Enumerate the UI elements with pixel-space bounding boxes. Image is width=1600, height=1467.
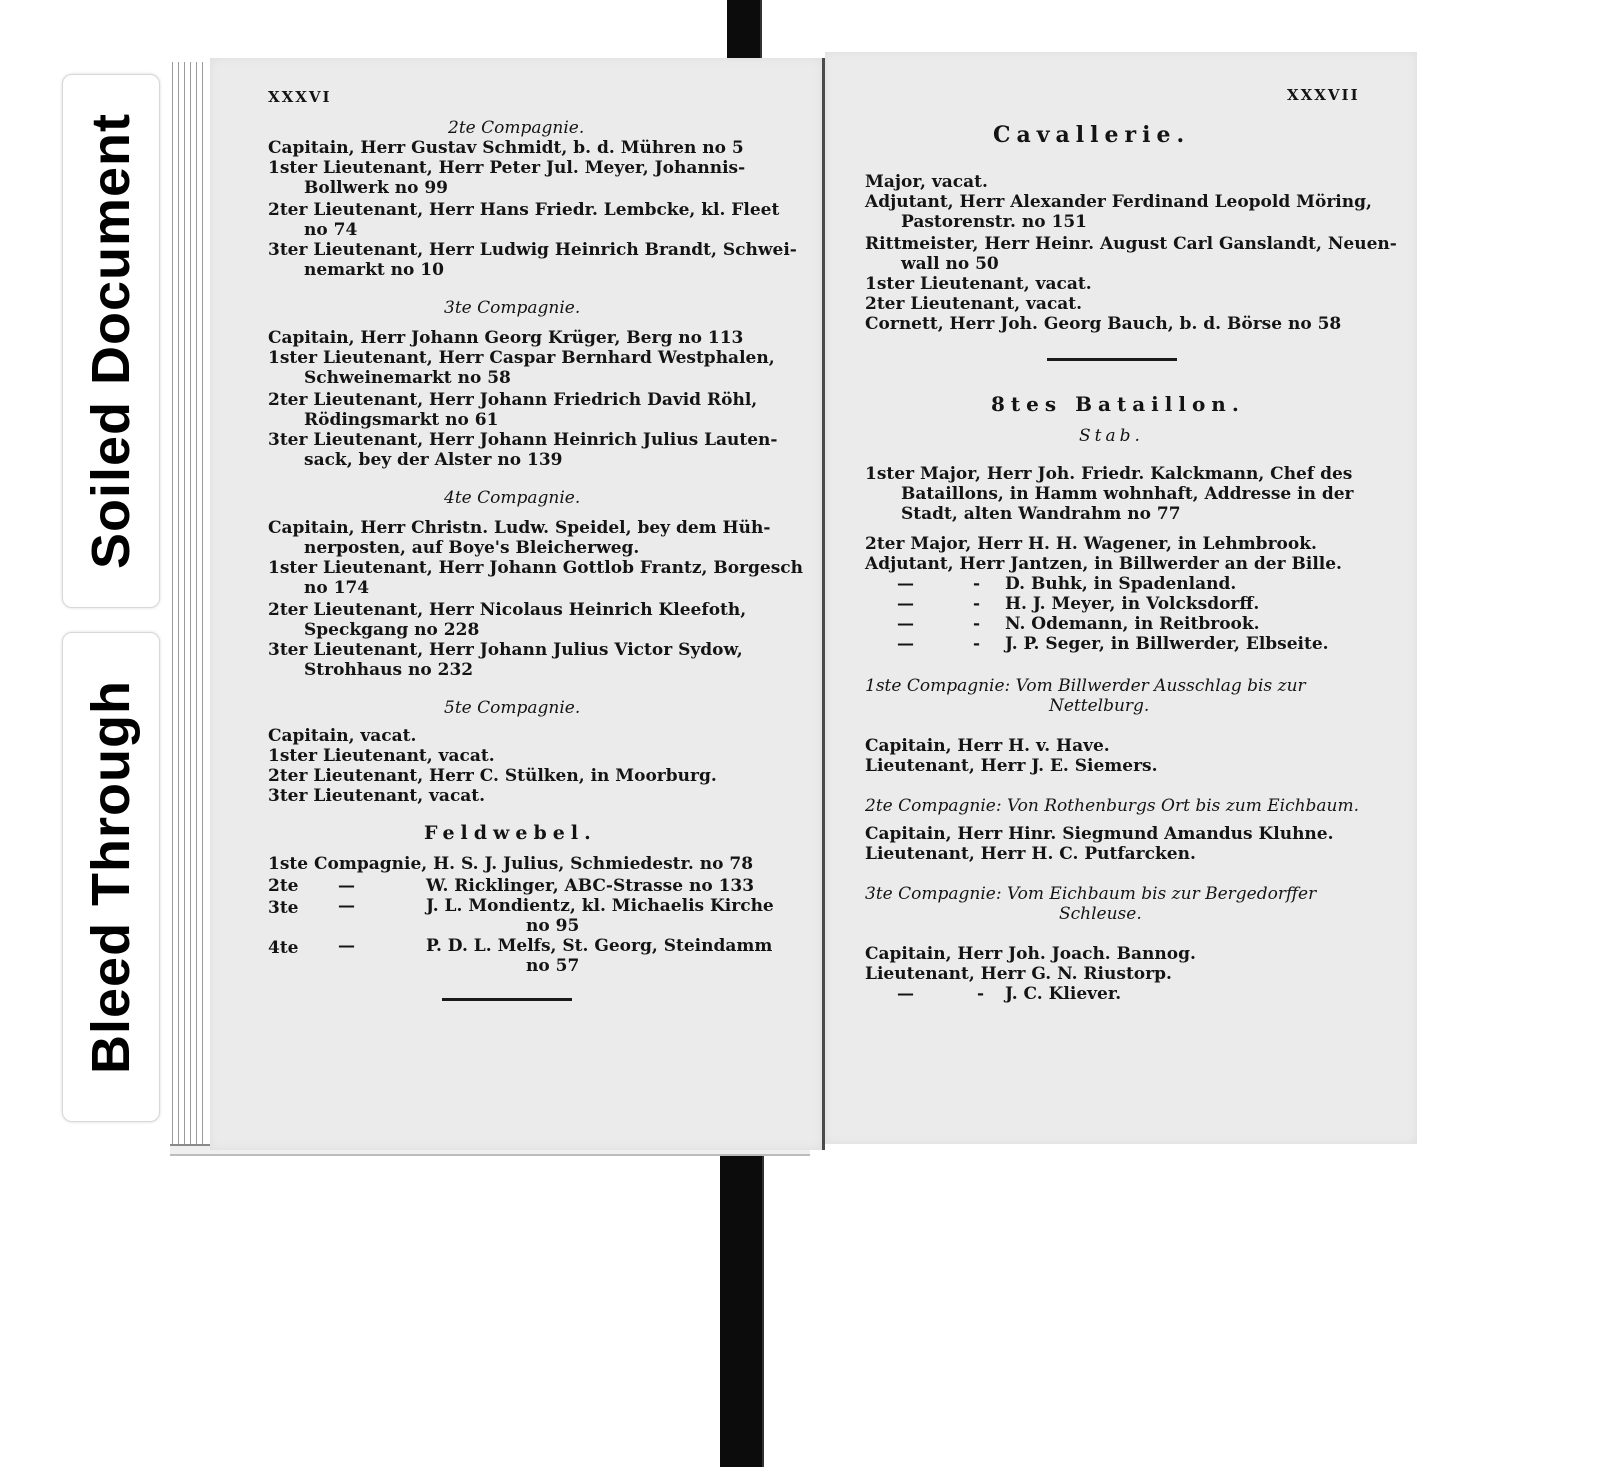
- section-heading: Cavallerie.: [993, 122, 1191, 148]
- text-line: 1ster Lieutenant, Herr Johann Gottlob Frantz, Borgesch: [268, 558, 803, 578]
- text-line: Capitain, Herr Johann Georg Krüger, Berg no 113: [268, 328, 744, 348]
- text-line: 2ter Lieutenant, Herr C. Stülken, in Moorburg.: [268, 766, 717, 786]
- text-line: Bataillons, in Hamm wohnhaft, Addresse in der: [901, 484, 1354, 504]
- ditto-dash: -: [973, 574, 981, 594]
- page-edge: [184, 62, 185, 1150]
- text-line: Speckgang no 228: [304, 620, 480, 640]
- text-line: 2ter Major, Herr H. H. Wagener, in Lehmbrook.: [865, 534, 1317, 554]
- text-line: nemarkt no 10: [304, 260, 444, 280]
- text-line: J. C. Kliever.: [1005, 984, 1122, 1004]
- ditto-dash: -: [973, 614, 981, 634]
- section-heading: Feldwebel.: [424, 822, 597, 844]
- text-line: J. P. Seger, in Billwerder, Elbseite.: [1005, 634, 1329, 654]
- text-line: Lieutenant, Herr H. C. Putfarcken.: [865, 844, 1196, 864]
- text-line: Capitain, Herr Gustav Schmidt, b. d. Mühren no 5: [268, 138, 744, 158]
- binder-strip-bottom-edge: [754, 1145, 762, 1467]
- text-line: 3ter Lieutenant, Herr Johann Heinrich Julius Lauten-: [268, 430, 778, 450]
- text-line: D. Buhk, in Spadenland.: [1005, 574, 1237, 594]
- text-line: J. L. Mondientz, kl. Michaelis Kirche: [426, 896, 774, 916]
- ditto-dash: —: [897, 594, 914, 614]
- soiled-document-label: [62, 74, 160, 608]
- text-line: Bollwerk no 99: [304, 178, 449, 198]
- text-line: 3te: [268, 898, 299, 918]
- company-heading: 4te Compagnie.: [444, 488, 581, 508]
- text-line: 1ster Lieutenant, vacat.: [268, 746, 495, 766]
- page-edge: [196, 62, 197, 1150]
- text-line: 1ster Lieutenant, Herr Peter Jul. Meyer, Johannis-: [268, 158, 746, 178]
- ditto-dash: -: [977, 984, 985, 1004]
- text-line: 2ter Lieutenant, Herr Hans Friedr. Lembcke, kl. Fleet: [268, 200, 780, 220]
- text-line: H. J. Meyer, in Volcksdorff.: [1005, 594, 1260, 614]
- text-line: wall no 50: [901, 254, 999, 274]
- binder-gap-top: [760, 0, 790, 66]
- text-line: Rittmeister, Herr Heinr. August Carl Ganslandt, Neuen-: [865, 234, 1397, 254]
- company-heading: 2te Compagnie.: [448, 118, 585, 138]
- text-line: Capitain, Herr Christn. Ludw. Speidel, bey dem Hüh-: [268, 518, 771, 538]
- text-line: Capitain, Herr H. v. Have.: [865, 736, 1110, 756]
- binder-strip-top: [727, 0, 763, 66]
- text-line: W. Ricklinger, ABC-Strasse no 133: [426, 876, 755, 896]
- company-heading: 5te Compagnie.: [444, 698, 581, 718]
- text-line: no 74: [304, 220, 358, 240]
- ditto-dash: —: [897, 634, 914, 654]
- ditto-dash: —: [338, 936, 355, 956]
- text-line: Adjutant, Herr Jantzen, in Billwerder an der Bille.: [865, 554, 1342, 574]
- company-heading: 3te Compagnie.: [444, 298, 581, 318]
- page-edge: [172, 62, 173, 1150]
- text-line: Rödingsmarkt no 61: [304, 410, 499, 430]
- section-rule: [1047, 358, 1177, 361]
- text-line: no 95: [526, 916, 580, 936]
- text-line: 3ter Lieutenant, Herr Ludwig Heinrich Brandt, Schwei-: [268, 240, 797, 260]
- ditto-dash: -: [973, 634, 981, 654]
- binder-gap-bottom: [762, 1145, 794, 1467]
- text-line: 3ter Lieutenant, vacat.: [268, 786, 486, 806]
- page-edge: [190, 62, 191, 1150]
- text-line: Lieutenant, Herr G. N. Riustorp.: [865, 964, 1172, 984]
- company-line: Schleuse.: [1059, 904, 1142, 924]
- page-edge: [202, 62, 203, 1150]
- text-line: Capitain, Herr Hinr. Siegmund Amandus Kluhne.: [865, 824, 1334, 844]
- text-line: 1ster Major, Herr Joh. Friedr. Kalckmann, Chef des: [865, 464, 1353, 484]
- text-line: N. Odemann, in Reitbrook.: [1005, 614, 1260, 634]
- text-line: P. D. L. Melfs, St. Georg, Steindamm: [426, 936, 773, 956]
- text-line: Cornett, Herr Joh. Georg Bauch, b. d. Börse no 58: [865, 314, 1342, 334]
- text-line: sack, bey der Alster no 139: [304, 450, 563, 470]
- binder-strip-bottom: [720, 1145, 754, 1467]
- company-line: Nettelburg.: [1049, 696, 1150, 716]
- text-line: no 174: [304, 578, 370, 598]
- text-line: no 57: [526, 956, 580, 976]
- text-line: 3ter Lieutenant, Herr Johann Julius Victor Sydow,: [268, 640, 743, 660]
- text-line: Schweinemarkt no 58: [304, 368, 511, 388]
- text-line: Capitain, vacat.: [268, 726, 417, 746]
- text-line: 1ster Lieutenant, vacat.: [865, 274, 1092, 294]
- page-edge: [178, 62, 179, 1150]
- soiled-document-text: Soiled Document: [81, 112, 142, 570]
- text-line: Strohhaus no 232: [304, 660, 474, 680]
- bleed-through-label: [62, 632, 160, 1122]
- text-line: 2te: [268, 876, 299, 896]
- text-line: Capitain, Herr Joh. Joach. Bannog.: [865, 944, 1196, 964]
- ditto-dash: —: [338, 876, 355, 896]
- section-heading: 8tes Bataillon.: [991, 392, 1245, 416]
- left-page: [210, 58, 825, 1150]
- ditto-dash: —: [897, 984, 914, 1004]
- text-line: Major, vacat.: [865, 172, 988, 192]
- text-line: nerposten, auf Boye's Bleicherweg.: [304, 538, 640, 558]
- text-line: 1ste Compagnie, H. S. J. Julius, Schmiedestr. no 78: [268, 854, 754, 874]
- text-line: 2ter Lieutenant, vacat.: [865, 294, 1083, 314]
- company-line: 1ste Compagnie: Vom Billwerder Ausschlag bis zur: [865, 676, 1306, 696]
- sub-heading: Stab.: [1079, 426, 1144, 446]
- company-line: 3te Compagnie: Vom Eichbaum bis zur Bergedorffer: [865, 884, 1317, 904]
- text-line: 1ster Lieutenant, Herr Caspar Bernhard Westphalen,: [268, 348, 775, 368]
- ditto-dash: —: [338, 896, 355, 916]
- page-number: XXXVII: [1287, 86, 1360, 104]
- ditto-dash: -: [973, 594, 981, 614]
- bleed-through-text: Bleed Through: [81, 680, 142, 1074]
- page-number: XXXVI: [268, 88, 332, 106]
- section-rule: [442, 998, 572, 1001]
- company-line: 2te Compagnie: Von Rothenburgs Ort bis zum Eichbaum.: [865, 796, 1360, 816]
- ditto-dash: —: [897, 614, 914, 634]
- ditto-dash: —: [897, 574, 914, 594]
- text-line: Stadt, alten Wandrahm no 77: [901, 504, 1181, 524]
- text-line: Pastorenstr. no 151: [901, 212, 1087, 232]
- text-line: 2ter Lieutenant, Herr Johann Friedrich David Röhl,: [268, 390, 758, 410]
- text-line: 4te: [268, 938, 299, 958]
- right-page: [825, 52, 1417, 1144]
- text-line: Adjutant, Herr Alexander Ferdinand Leopold Möring,: [865, 192, 1372, 212]
- text-line: 2ter Lieutenant, Herr Nicolaus Heinrich Kleefoth,: [268, 600, 747, 620]
- text-line: Lieutenant, Herr J. E. Siemers.: [865, 756, 1158, 776]
